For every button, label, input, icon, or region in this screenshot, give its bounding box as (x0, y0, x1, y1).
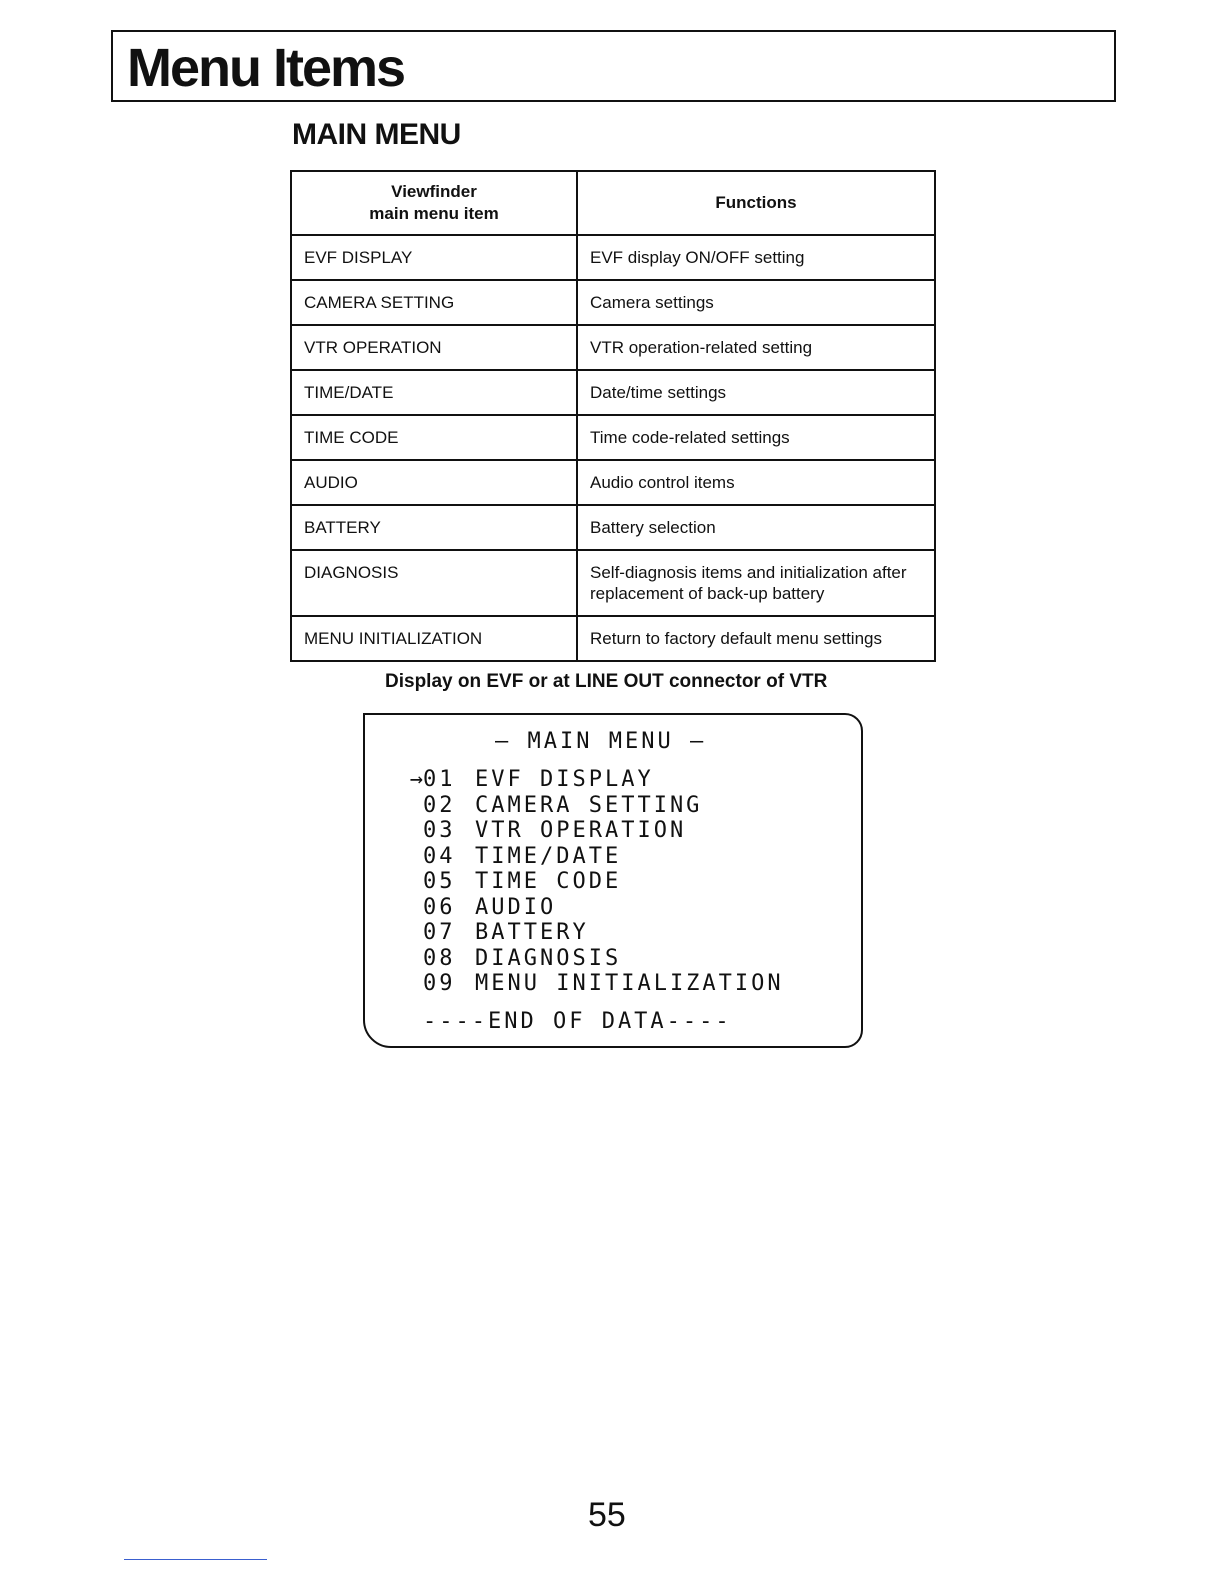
evf-item-number: 09 (423, 971, 456, 996)
evf-menu-line (399, 869, 784, 895)
function-cell: Battery selection (577, 505, 935, 550)
table-row (291, 280, 935, 325)
header-menu-item (291, 171, 577, 235)
function-cell: Audio control items (577, 460, 935, 505)
header-functions: Functions (577, 171, 935, 235)
table-row (291, 235, 935, 280)
evf-item-number: 08 (423, 945, 456, 971)
evf-item-label: AUDIO (475, 894, 557, 920)
evf-item-label: CAMERA SETTING (475, 792, 703, 818)
function-cell: Return to factory default menu settings (577, 616, 935, 661)
section-title: MAIN MENU (292, 118, 461, 151)
evf-item-label: EVF DISPLAY (475, 767, 654, 792)
evf-item-label: MENU INITIALIZATION (475, 971, 784, 996)
table-row (291, 550, 935, 616)
evf-menu-line (399, 920, 784, 946)
table-row (291, 415, 935, 460)
evf-menu-line (399, 844, 784, 870)
evf-item-number: 04 (423, 843, 456, 869)
evf-item-label: TIME CODE (475, 869, 622, 894)
function-cell: EVF display ON/OFF setting (577, 235, 935, 280)
evf-item-label: VTR OPERATION (475, 818, 687, 843)
evf-menu-line (399, 767, 784, 793)
table-header-row (291, 171, 935, 235)
evf-heading: – MAIN MENU – (495, 729, 707, 754)
evf-item-number: 07 (423, 920, 456, 945)
table-row (291, 505, 935, 550)
main-menu-table (290, 170, 936, 662)
function-cell: Camera settings (577, 280, 935, 325)
menu-item-cell: CAMERA SETTING (291, 280, 577, 325)
page-number: 55 (588, 1496, 626, 1534)
header-menu-item-line2: main menu item (369, 204, 499, 223)
footer-divider (124, 1559, 267, 1560)
arrow-right-icon: → (409, 767, 423, 792)
evf-item-number: 06 (423, 894, 456, 920)
evf-item-number: 05 (423, 869, 456, 894)
evf-display-screen (363, 713, 863, 1048)
table-row (291, 616, 935, 661)
evf-menu-line (399, 793, 784, 819)
function-cell: Time code-related settings (577, 415, 935, 460)
header-menu-item-line1: Viewfinder (391, 182, 477, 201)
menu-item-cell: AUDIO (291, 460, 577, 505)
table-row (291, 370, 935, 415)
menu-item-cell: BATTERY (291, 505, 577, 550)
evf-end-of-data: ----END OF DATA---- (423, 1009, 732, 1034)
function-cell: Self-diagnosis items and initialization after replacement of back-up battery (577, 550, 935, 616)
function-cell: Date/time settings (577, 370, 935, 415)
table-row (291, 325, 935, 370)
evf-item-label: BATTERY (475, 920, 589, 945)
evf-item-number: 02 (423, 792, 456, 818)
evf-item-number: 01 (423, 767, 456, 792)
menu-item-cell: TIME CODE (291, 415, 577, 460)
menu-item-cell: TIME/DATE (291, 370, 577, 415)
menu-item-cell: VTR OPERATION (291, 325, 577, 370)
evf-menu-line (399, 971, 784, 997)
evf-item-number: 03 (423, 818, 456, 843)
table-row (291, 460, 935, 505)
page-title-box (111, 30, 1116, 102)
evf-display-caption: Display on EVF or at LINE OUT connector of VTR (385, 671, 828, 692)
menu-item-cell: DIAGNOSIS (291, 550, 577, 616)
evf-item-label: TIME/DATE (475, 843, 622, 869)
page-title: Menu Items (127, 38, 405, 98)
function-cell: VTR operation-related setting (577, 325, 935, 370)
menu-item-cell: EVF DISPLAY (291, 235, 577, 280)
evf-menu-line (399, 818, 784, 844)
evf-item-label: DIAGNOSIS (475, 945, 622, 971)
evf-menu-line (399, 895, 784, 921)
menu-item-cell: MENU INITIALIZATION (291, 616, 577, 661)
evf-menu-line (399, 946, 784, 972)
evf-menu-list (399, 767, 784, 997)
